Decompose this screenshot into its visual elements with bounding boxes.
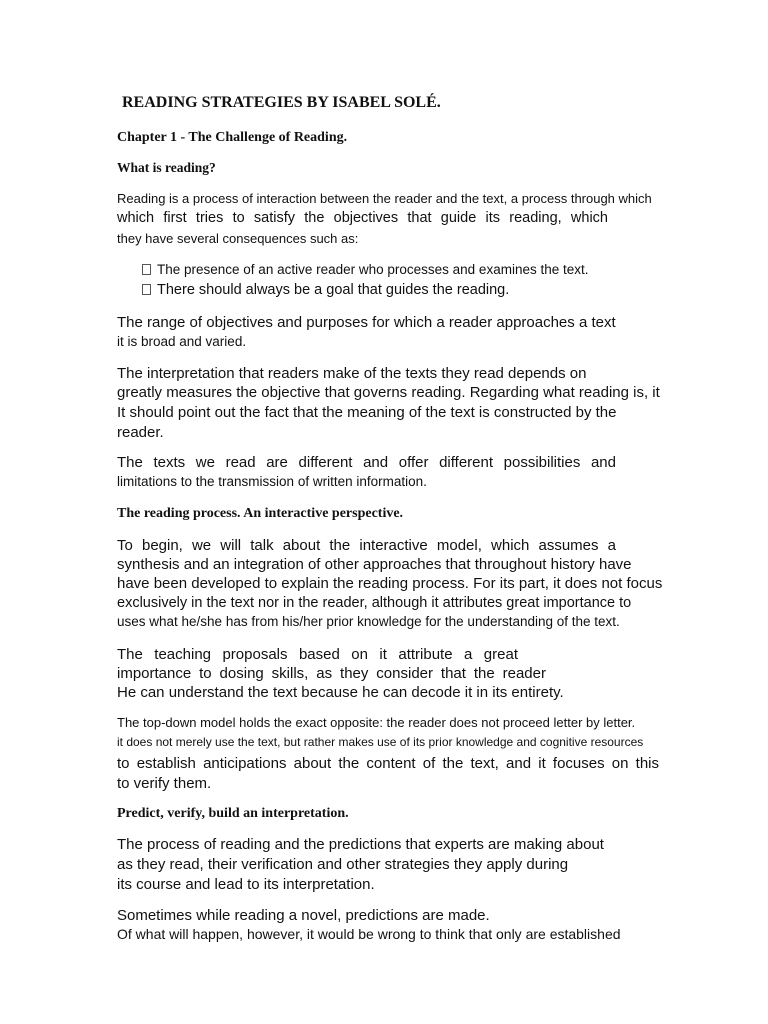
bullet-glyph-icon [142,284,151,295]
paragraph-line: The texts we read are different and offer different possibilities and [117,454,616,471]
paragraph-line: The top-down model holds the exact opposite: the reader does not proceed letter by letter. [117,715,636,730]
paragraph-line: as they read, their verification and other strategies they apply during [117,856,569,873]
paragraph-line: The interpretation that readers make of the texts they read depends on [117,365,587,382]
bullet-item: The presence of an active reader who processes and examines the text. [142,262,589,277]
paragraph-line: synthesis and an integration of other approaches that throughout history have [117,556,632,573]
paragraph-line: The range of objectives and purposes for which a reader approaches a text [117,314,616,331]
paragraph-line: to establish anticipations about the content of the text, and it focuses on this [117,755,659,772]
paragraph-line: Reading is a process of interaction between the reader and the text, a process through which [117,191,652,206]
paragraph-line: reader. [117,424,164,441]
bullet-glyph-icon [142,264,151,275]
paragraph-line: The process of reading and the predictions that experts are making about [117,836,604,853]
section-heading-what-is-reading: What is reading? [117,160,216,175]
bullet-item: There should always be a goal that guides the reading. [142,282,509,298]
paragraph-line: He can understand the text because he can decode it in its entirety. [117,684,564,701]
paragraph-line: greatly measures the objective that governs reading. Regarding what reading is, it [117,384,660,401]
section-heading-reading-process: The reading process. An interactive perspective. [117,506,404,521]
chapter-heading: Chapter 1 - The Challenge of Reading. [117,130,348,145]
paragraph-line: It should point out the fact that the meaning of the text is constructed by the [117,404,617,421]
paragraph-line: Of what will happen, however, it would be wrong to think that only are established [117,926,621,942]
paragraph-line: Sometimes while reading a novel, predictions are made. [117,907,490,924]
paragraph-line: importance to dosing skills, as they consider that the reader [117,665,546,682]
document-title: READING STRATEGIES BY ISABEL SOLÉ. [122,94,441,111]
paragraph-line: it is broad and varied. [117,334,247,349]
paragraph-line: to verify them. [117,775,212,792]
paragraph-line: they have several consequences such as: [117,231,359,246]
paragraph-line: it does not merely use the text, but rather makes use of its prior knowledge and cognitive resources [117,735,644,749]
paragraph-line: The teaching proposals based on it attribute a great [117,646,518,663]
section-heading-predict-verify: Predict, verify, build an interpretation. [117,806,349,821]
paragraph-line: exclusively in the text nor in the reader, although it attributes great importance to [117,595,632,611]
paragraph-line: limitations to the transmission of written information. [117,474,427,489]
paragraph-line: To begin, we will talk about the interactive model, which assumes a [117,537,616,554]
paragraph-line: which first tries to satisfy the objectives that guide its reading, which [117,210,608,226]
paragraph-line: have been developed to explain the reading process. For its part, it does not focus [117,575,663,592]
paragraph-line: its course and lead to its interpretation. [117,876,375,893]
paragraph-line: uses what he/she has from his/her prior knowledge for the understanding of the text. [117,614,620,629]
